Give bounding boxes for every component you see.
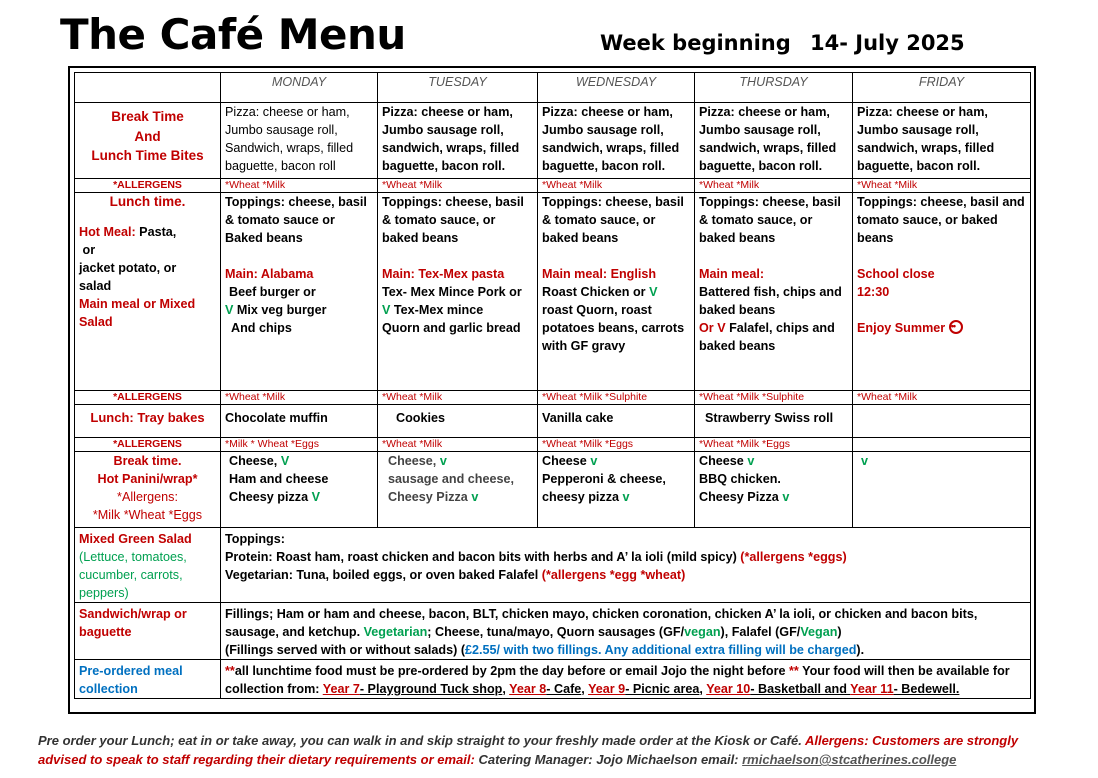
footer-note (38, 731, 1068, 769)
salad-veg-allergens: (*allergens *egg *wheat) (541, 568, 686, 582)
panini-mon-1: Cheese, (229, 454, 281, 468)
sandwich-price: £2.55/ with two fillings. Any additional extra filling will be charged (465, 643, 857, 657)
menu-table (74, 72, 1031, 699)
panini-wed (538, 452, 695, 528)
break-label-2: And (134, 128, 161, 144)
hot-meal-rest: Pasta, (135, 225, 177, 239)
year7: Year 7 (322, 682, 360, 696)
toppings-thu: Toppings: cheese, basil & tomato sauce, or baked beans (699, 195, 841, 245)
preorder-row (75, 660, 1031, 699)
day-tuesday: TUESDAY (378, 73, 538, 103)
break-row (75, 103, 1031, 179)
veg-mark: v (861, 454, 869, 468)
lunch-monday (221, 193, 378, 391)
year8-location: - Cafe (546, 682, 582, 696)
wed-line2: roast Quorn, roast potatoes beans, carrots with GF gravy (542, 303, 685, 353)
panini-label-3: *Allergens: (117, 490, 178, 504)
preorder-text: all lunchtime food must be pre-ordered by 2pm the day before or email Jojo the night before (234, 664, 790, 678)
panini-tue-2: sausage and cheese, (388, 472, 515, 486)
salad-protein: Protein: Roast ham, roast chicken and bacon bits with herbs and A’ la ioli (mild spicy) (225, 550, 741, 564)
vegan-label: Vegan (800, 625, 838, 639)
sandwich-veg-fillings: ; Cheese, tuna/mayo, Quorn sausages (GF/ (427, 625, 685, 639)
tray-allergen-mon: *Milk * Wheat *Eggs (221, 438, 378, 452)
year11: Year 11 (850, 682, 894, 696)
panini-thu-2: BBQ chicken. (699, 472, 781, 486)
vegan-label: vegan (684, 625, 721, 639)
tue-line2: Tex-Mex mince (390, 303, 484, 317)
day-wednesday: WEDNESDAY (538, 73, 695, 103)
salad-row (75, 528, 1031, 603)
break-allergen-tue: *Wheat *Milk (378, 179, 538, 193)
hot-meal-label: Hot Meal: (79, 225, 136, 239)
footer-preorder: Pre order your Lunch; eat in or take away, you can walk in and skip straight to your freshly made order at the Kiosk or Café. (38, 733, 805, 748)
wed-line1: Roast Chicken or (542, 285, 650, 299)
main-mon: Main: Alabama (225, 267, 314, 281)
toppings-tue: Toppings: cheese, basil & tomato sauce, or baked beans (382, 195, 524, 245)
tray-tue: Cookies (378, 405, 538, 438)
lunch-allergen-mon: *Wheat *Milk (221, 391, 378, 405)
main-tue: Main: Tex-Mex pasta (382, 267, 505, 281)
sandwich-salads: (Fillings served with or without salads) ( (225, 643, 466, 657)
panini-thu (695, 452, 853, 528)
school-close: School close (857, 267, 935, 281)
veg-mark: V (311, 490, 320, 504)
year10-location: - Basketball and (750, 682, 851, 696)
menu-title: The Café Menu (60, 10, 406, 59)
main-wed: Main meal: English (542, 267, 657, 281)
thu-or: Or V (699, 321, 726, 335)
day-header-row (75, 73, 1031, 103)
panini-tue-3: Cheesy Pizza (388, 490, 472, 504)
year10: Year 10 (706, 682, 751, 696)
main-meal-label: Main meal or Mixed Salad (79, 297, 196, 329)
panini-mon-3: Cheesy pizza (229, 490, 312, 504)
hot-meal-or: or (79, 243, 96, 257)
lunch-title: Lunch time. (109, 194, 186, 209)
sandwich-details (221, 603, 1031, 660)
break-allergens-row (75, 179, 1031, 193)
break-allergen-wed: *Wheat *Milk (538, 179, 695, 193)
tue-line1: Tex- Mex Mince Pork or (382, 285, 522, 299)
manager-email-link[interactable]: rmichaelson@stcatherines.college (742, 752, 957, 767)
year9-location: - Picnic area (625, 682, 700, 696)
year7-location: - Playground Tuck shop (359, 682, 503, 696)
mon-line3: And chips (231, 321, 292, 335)
veg-mark: v (439, 454, 447, 468)
veg-mark: V (280, 454, 290, 468)
salad-protein-allergens: (*allergens *eggs) (740, 550, 847, 564)
salad-ingredients: (Lettuce, tomatoes, cucumber, carrots, peppers) (79, 550, 187, 600)
vegetarian-label: Vegetarian (363, 625, 428, 639)
panini-wed-1: Cheese (542, 454, 591, 468)
panini-label-4: *Milk *Wheat *Eggs (92, 508, 203, 522)
tray-allergen-thu: *Wheat *Milk *Eggs (695, 438, 853, 452)
panini-label (75, 452, 221, 528)
veg-mark: v (782, 490, 790, 504)
smiley-icon (949, 320, 963, 334)
allergens-label: *ALLERGENS (75, 179, 221, 193)
thu-line1: Battered fish, chips and baked beans (699, 285, 842, 317)
sandwich-close: ) (837, 625, 842, 639)
break-allergen-mon: *Wheat *Milk (221, 179, 378, 193)
lunch-allergen-tue: *Wheat *Milk (378, 391, 538, 405)
lunch-allergens-row (75, 391, 1031, 405)
preorder-details: **all lunchtime food must be pre-ordered by 2pm the day before or email Jojo the night before ** Your food will then be available for collection from: Year 7- Playground Tuck shop, Year 8- Cafe, Year 9- Picnic area, Year 10- Basketball and Year 11- Bedewell. (221, 660, 1031, 699)
day-thursday: THURSDAY (695, 73, 853, 103)
main-thu: Main meal: (699, 267, 765, 281)
panini-mon-2: Ham and cheese (229, 472, 329, 486)
year9: Year 9 (588, 682, 626, 696)
toppings-fri: Toppings: cheese, basil and tomato sauce, or baked beans (857, 195, 1025, 245)
lunch-allergen-wed: *Wheat *Milk *Sulphite (538, 391, 695, 405)
preorder-label: Pre-ordered meal collection (75, 660, 221, 699)
week-label: Week beginning (600, 31, 791, 55)
week-date: 14- July 2025 (810, 31, 965, 55)
tray-allergen-fri (853, 438, 1031, 452)
tray-thu: Strawberry Swiss roll (695, 405, 853, 438)
veg-mark: V (649, 285, 658, 299)
tray-allergen-wed: *Wheat *Milk *Eggs (538, 438, 695, 452)
sandwich-end: ). (856, 643, 865, 657)
break-thursday: Pizza: cheese or ham, Jumbo sausage roll, sandwich, wraps, filled baguette, bacon roll. (695, 103, 853, 179)
mon-line2: Mix veg burger (233, 303, 327, 317)
sandwich-label: Sandwich/wrap or baguette (75, 603, 221, 660)
sandwich-fillings: Fillings; Ham or ham and cheese, bacon, BLT, chicken mayo, chicken coronation, chicken A’ la ioli, or chicken and bacon bits, sausage, and ketchup. (225, 607, 978, 639)
tray-wed: Vanilla cake (538, 405, 695, 438)
tray-row (75, 405, 1031, 438)
break-tuesday: Pizza: cheese or ham, Jumbo sausage roll, sandwich, wraps, filled baguette, bacon roll. (378, 103, 538, 179)
hot-meal-salad: salad (79, 279, 112, 293)
panini-fri (853, 452, 1031, 528)
corner-cell (75, 73, 221, 103)
year11-location: - Bedewell. (893, 682, 960, 696)
sandwich-row (75, 603, 1031, 660)
veg-mark: v (471, 490, 479, 504)
salad-title: Mixed Green Salad (79, 532, 192, 546)
toppings-wed: Toppings: cheese, basil & tomato sauce, or baked beans (542, 195, 684, 245)
day-monday: MONDAY (221, 73, 378, 103)
tray-fri (853, 405, 1031, 438)
salad-label (75, 528, 221, 603)
panini-wed-2: Pepperoni & cheese, (542, 472, 666, 486)
tray-allergen-tue: *Wheat *Milk (378, 438, 538, 452)
tray-allergens-row (75, 438, 1031, 452)
panini-thu-1: Cheese (699, 454, 748, 468)
mon-line1: Beef burger or (229, 285, 316, 299)
enjoy-summer: Enjoy Summer (857, 321, 946, 335)
preorder-collection: Your food will then be available for collection from: (225, 664, 1010, 696)
break-label (75, 103, 221, 179)
panini-row (75, 452, 1031, 528)
salad-vegetarian: Vegetarian: Tuna, boiled eggs, or oven baked Falafel (225, 568, 542, 582)
break-wednesday: Pizza: cheese or ham, Jumbo sausage roll, sandwich, wraps, filled baguette, bacon roll. (538, 103, 695, 179)
salad-details (221, 528, 1031, 603)
toppings-mon: Toppings: cheese, basil & tomato sauce or Baked beans (225, 195, 367, 245)
veg-mark: V (225, 303, 234, 317)
salad-toppings: Toppings: (225, 532, 285, 546)
veg-mark: V (382, 303, 391, 317)
veg-mark: v (622, 490, 630, 504)
lunch-label (75, 193, 221, 391)
lunch-thursday (695, 193, 853, 391)
panini-label-2: Hot Panini/wrap* (97, 472, 198, 486)
panini-wed-3: cheesy pizza (542, 490, 623, 504)
break-label-3: Lunch Time Bites (91, 148, 204, 163)
stars: ** (225, 664, 235, 678)
allergens-label: *ALLERGENS (75, 438, 221, 452)
footer-allergen-warning: Allergens: Customers are strongly advised to speak to staff regarding their dietary requirements or email: (38, 733, 1019, 767)
sandwich-falafel: ), Falafel (GF/ (720, 625, 801, 639)
lunch-tuesday (378, 193, 538, 391)
hot-meal-jacket: jacket potato, or (79, 261, 177, 275)
allergens-label: *ALLERGENS (75, 391, 221, 405)
tray-label: Lunch: Tray bakes (75, 405, 221, 438)
veg-mark: v (747, 454, 755, 468)
lunch-allergen-thu: *Wheat *Milk *Sulphite (695, 391, 853, 405)
veg-mark: v (590, 454, 598, 468)
lunch-allergen-fri: *Wheat *Milk (853, 391, 1031, 405)
panini-mon (221, 452, 378, 528)
lunch-wednesday (538, 193, 695, 391)
break-friday: Pizza: cheese or ham, Jumbo sausage roll, sandwich, wraps, filled baguette, bacon roll. (853, 103, 1031, 179)
lunch-friday (853, 193, 1031, 391)
panini-tue-1: Cheese, (388, 454, 440, 468)
break-label-1: Break Time (111, 109, 184, 124)
tray-mon: Chocolate muffin (221, 405, 378, 438)
break-allergen-fri: *Wheat *Milk (853, 179, 1031, 193)
close-time: 12:30 (857, 285, 890, 299)
break-allergen-thu: *Wheat *Milk (695, 179, 853, 193)
week-heading (600, 31, 965, 55)
panini-thu-3: Cheesy Pizza (699, 490, 783, 504)
day-friday: FRIDAY (853, 73, 1031, 103)
footer-manager: Catering Manager: Jojo Michaelson email: (474, 752, 743, 767)
stars: ** (789, 664, 799, 678)
panini-label-1: Break time. (113, 454, 182, 468)
year8: Year 8 (509, 682, 547, 696)
thu-line2: Falafel, chips and baked beans (699, 321, 835, 353)
tue-line3: Quorn and garlic bread (382, 321, 521, 335)
lunch-row (75, 193, 1031, 391)
break-monday: Pizza: cheese or ham, Jumbo sausage roll, Sandwich, wraps, filled baguette, bacon roll (221, 103, 378, 179)
panini-tue (378, 452, 538, 528)
